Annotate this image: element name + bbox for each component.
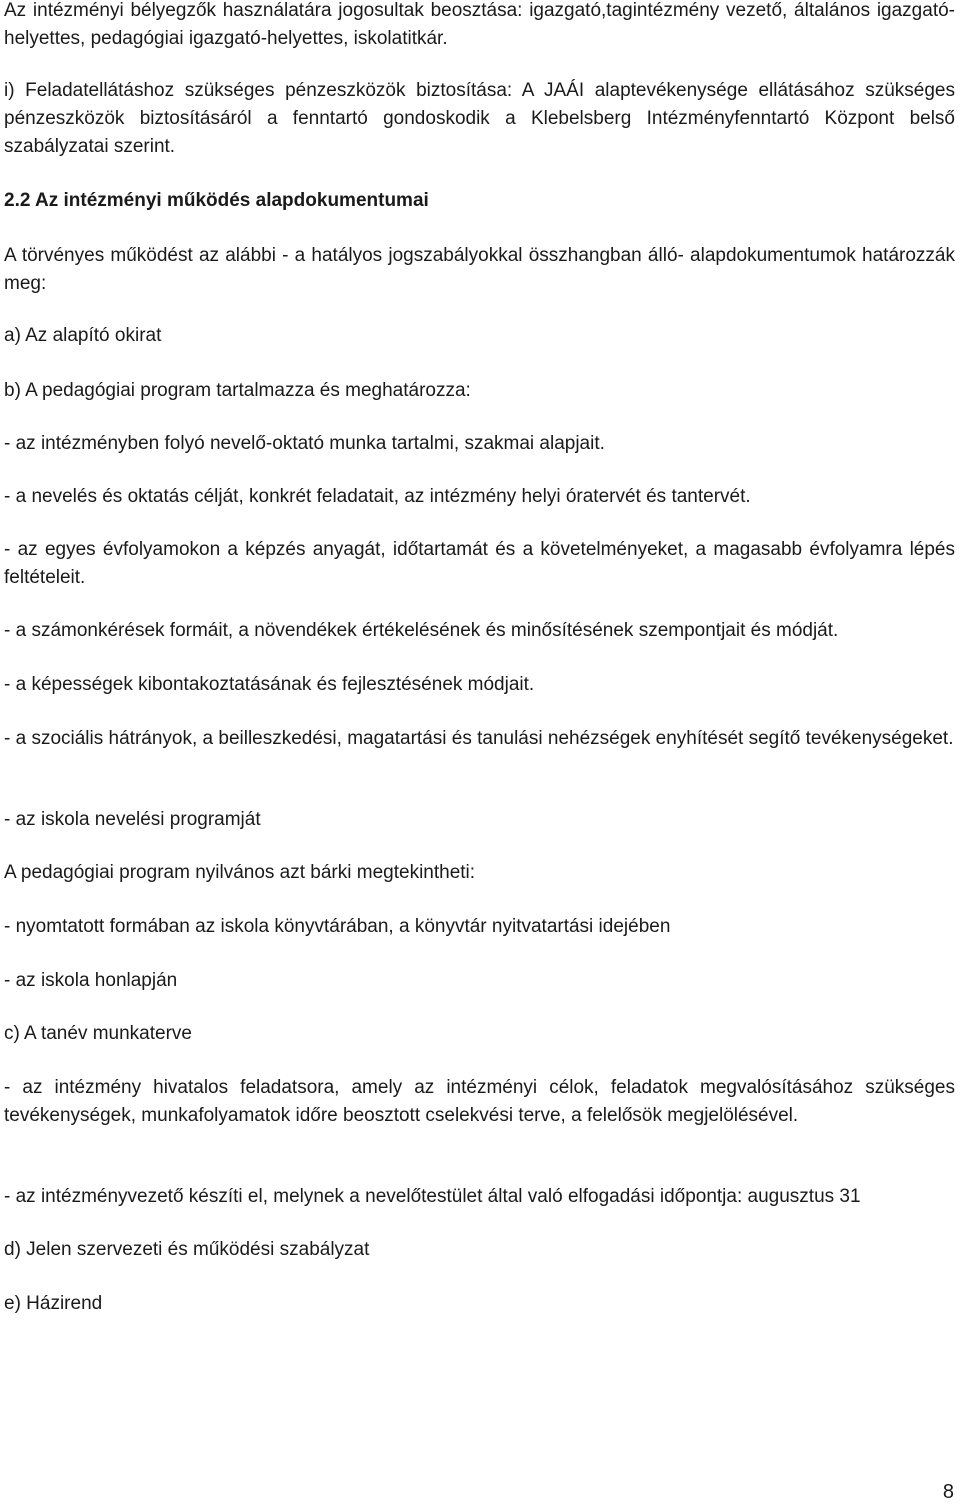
list-item-e: e) Házirend xyxy=(4,1293,103,1314)
program-point-2: - a nevelés és oktatás célját, konkrét feladatait, az intézmény helyi óratervét és tantervét. xyxy=(4,486,751,507)
program-point-6: - a szociális hátrányok, a beilleszkedési, magatartási és tanulási nehézségek enyhítését segítő tevékenységeket. xyxy=(4,728,954,749)
paragraph-stamp-authorization: Az intézményi bélyegzők használatára jogosultak beosztása: igazgató,tagintézmény vezető, általános igazgató-helyettes, pedagógiai igazgató-helyettes, iskolatitkár. xyxy=(4,0,955,49)
program-point-4: - a számonkérések formáit, a növendékek értékelésének és minősítésének szempontjait és módját. xyxy=(4,620,839,641)
program-point-5: - a képességek kibontakoztatásának és fejlesztésének módjait. xyxy=(4,674,535,695)
program-point-3: - az egyes évfolyamokon a képzés anyagát, időtartamát és a követelményeket, a magasabb évfolyamra lépés feltételeit. xyxy=(4,539,955,588)
work-plan-approval: - az intézményvezető készíti el, melynek a nevelőtestület által való elfogadási időpontja: augusztus 31 xyxy=(4,1186,861,1207)
program-point-7: - az iskola nevelési programját xyxy=(4,809,261,830)
page-number: 8 xyxy=(942,1481,954,1503)
list-item-d: d) Jelen szervezeti és működési szabályzat xyxy=(4,1239,370,1260)
public-access-2: - az iskola honlapján xyxy=(4,970,178,991)
list-item-b: b) A pedagógiai program tartalmazza és meghatározza: xyxy=(4,380,471,401)
paragraph-intro: A törvényes működést az alábbi - a hatályos jogszabályokkal összhangban álló- alapdokumentumok határozzák meg: xyxy=(4,245,955,294)
paragraph-funding: i) Feladatellátáshoz szükséges pénzeszközök biztosítása: A JAÁI alaptevékenysége ellátásához szükséges pénzeszközök biztosításáról a fenntartó gondoskodik a Klebelsberg Intézményfenntartó Központ belső szabályzatai szerint. xyxy=(4,80,955,157)
program-public-note: A pedagógiai program nyilvános azt bárki megtekintheti: xyxy=(4,862,476,883)
list-item-a: a) Az alapító okirat xyxy=(4,325,162,346)
list-item-c: c) A tanév munkaterve xyxy=(4,1023,192,1044)
work-plan-description: - az intézmény hivatalos feladatsora, amely az intézményi célok, feladatok megvalósításához szükséges tevékenységek, munkafolyamatok időre beosztott cselekvési terve, a felelősök megjelölésével. xyxy=(4,1077,955,1126)
section-heading: 2.2 Az intézményi működés alapdokumentumai xyxy=(4,190,429,211)
public-access-1: - nyomtatott formában az iskola könyvtárában, a könyvtár nyitvatartási idejében xyxy=(4,916,671,937)
program-point-1: - az intézményben folyó nevelő-oktató munka tartalmi, szakmai alapjait. xyxy=(4,433,605,454)
